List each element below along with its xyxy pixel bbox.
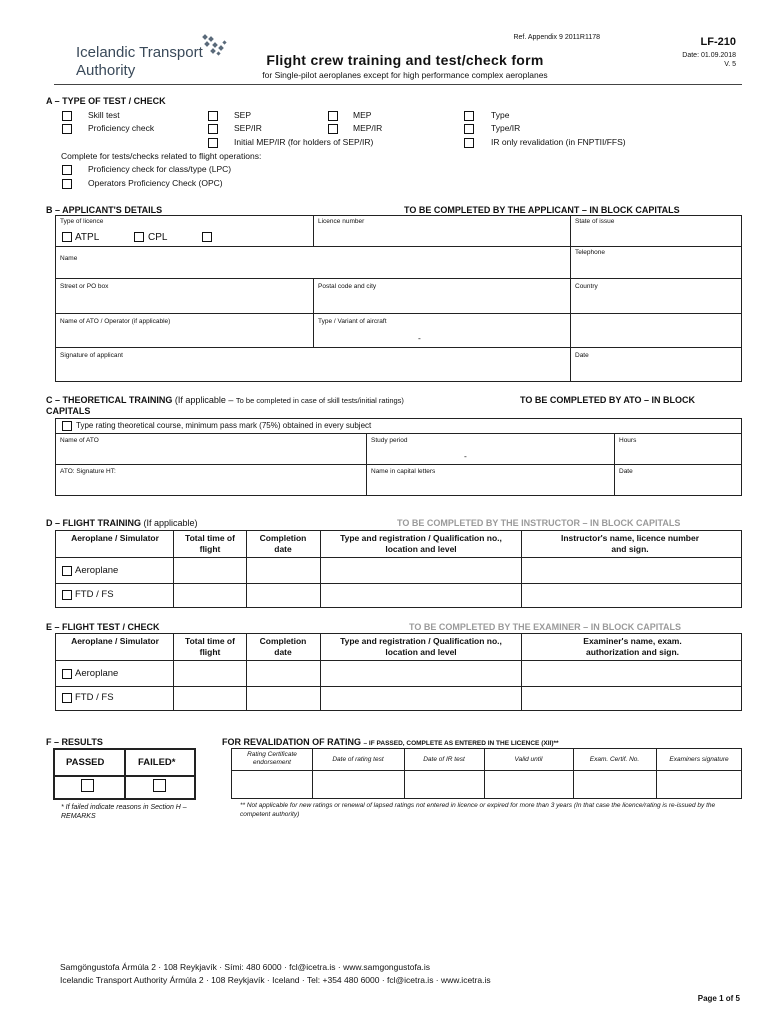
col-divider	[366, 433, 367, 496]
section-e-instruction: TO BE COMPLETED BY THE EXAMINER – IN BLOCK CAPITALS	[409, 622, 682, 632]
row-divider	[55, 464, 742, 465]
d-col-instructor: Instructor's name, licence number and sign.	[560, 533, 700, 554]
atpl-checkbox[interactable]	[62, 232, 72, 242]
col-divider	[614, 433, 615, 496]
rev-col-rating: Rating Certificate endorsement	[247, 751, 297, 766]
aircraft-type-value: -	[418, 333, 421, 343]
section-c-note: (If applicable –	[174, 395, 234, 405]
name-label: Name	[60, 255, 78, 262]
col-divider	[570, 215, 571, 382]
proficiency-check-checkbox[interactable]	[62, 124, 72, 134]
col-divider	[320, 633, 321, 711]
row-divider	[231, 770, 742, 771]
row-divider	[55, 313, 742, 314]
type-rating-checkbox[interactable]	[62, 421, 72, 431]
opc-label: Operators Proficiency Check (OPC)	[88, 178, 223, 188]
col-divider	[521, 530, 522, 608]
row-divider	[55, 246, 742, 247]
col-divider	[484, 748, 485, 799]
section-e-heading: E – FLIGHT TEST / CHECK	[46, 622, 160, 632]
col-divider	[313, 278, 314, 347]
rev-col-date-rating: Date of rating test	[332, 756, 384, 763]
rev-col-signature: Examiners signature	[669, 756, 729, 763]
postal-label: Postal code and city	[318, 283, 377, 290]
section-a-heading: A – TYPE OF TEST / CHECK	[46, 96, 166, 106]
form-date	[630, 51, 736, 69]
study-period-label: Study period	[371, 437, 408, 444]
skill-test-label: Skill test	[88, 110, 120, 120]
passed-label: PASSED	[66, 757, 105, 768]
col-divider	[312, 748, 313, 799]
street-label: Street or PO box	[60, 283, 109, 290]
col-divider	[573, 748, 574, 799]
row-divider	[55, 278, 742, 279]
row-divider	[55, 347, 742, 348]
col-divider	[173, 633, 174, 711]
d-col-type-registration: Type and registration / Qualification no., location and level	[340, 533, 502, 554]
col-divider	[521, 633, 522, 711]
failed-note: * If failed indicate reasons in Section H – REMARKS	[61, 804, 187, 820]
failed-label: FAILED*	[138, 757, 176, 768]
row-divider	[55, 660, 742, 661]
d-aeroplane-label: Aeroplane	[75, 565, 119, 576]
failed-checkbox[interactable]	[153, 779, 166, 792]
sep-checkbox[interactable]	[208, 111, 218, 121]
opc-checkbox[interactable]	[62, 179, 72, 189]
c-date-label: Date	[619, 468, 633, 475]
ato-signature-label: ATO: Signature HT:	[60, 468, 116, 475]
logo-mark-icon	[199, 34, 231, 60]
form-version: V. 5	[724, 61, 736, 68]
type-rating-label: Type rating theoretical course, minimum pass mark (75%) obtained in every subject	[76, 421, 372, 430]
col-divider	[320, 530, 321, 608]
e-col-total-time: Total time of flight	[185, 636, 235, 657]
e-aeroplane-label: Aeroplane	[75, 668, 119, 679]
section-b-instruction: TO BE COMPLETED BY THE APPLICANT – IN BLOCK CAPITALS	[404, 205, 680, 215]
telephone-label: Telephone	[575, 249, 605, 256]
e-col-type-registration: Type and registration / Qualification no., location and level	[340, 636, 502, 657]
hours-label: Hours	[619, 437, 637, 444]
ops-note: Complete for tests/checks related to flight operations:	[61, 151, 262, 161]
org-name-line1: Icelandic Transport	[76, 44, 203, 61]
e-col-aeroplane-simulator: Aeroplane / Simulator	[71, 636, 159, 646]
ref-appendix: Ref. Appendix 9 2011R1178	[513, 34, 600, 41]
d-aeroplane-checkbox[interactable]	[62, 566, 72, 576]
initial-mep-ir-checkbox[interactable]	[208, 138, 218, 148]
type-ir-label: Type/IR	[491, 123, 521, 133]
mep-checkbox[interactable]	[328, 111, 338, 121]
page-number: Page 1 of 5	[697, 994, 740, 1003]
col-divider	[656, 748, 657, 799]
e-col-completion-date: Completion date	[259, 636, 307, 657]
skill-test-checkbox[interactable]	[62, 111, 72, 121]
mep-ir-label: MEP/IR	[353, 123, 383, 133]
lpc-checkbox[interactable]	[62, 165, 72, 175]
row-divider	[55, 583, 742, 584]
section-c-instruction: TO BE COMPLETED BY ATO – IN BLOCK	[520, 395, 696, 405]
name-in-capitals-label: Name in capital letters	[371, 468, 436, 475]
page-title: Flight crew training and test/check form	[266, 52, 544, 68]
section-d-note: (If applicable)	[143, 518, 198, 528]
form-id: LF-210	[700, 36, 736, 48]
type-ir-checkbox[interactable]	[464, 124, 474, 134]
d-ftd-label: FTD / FS	[75, 589, 114, 600]
e-ftd-label: FTD / FS	[75, 692, 114, 703]
type-checkbox[interactable]	[464, 111, 474, 121]
col-divider	[173, 530, 174, 608]
revalidation-small: – IF PASSED, COMPLETE AS ENTERED IN THE LICENCE (XII)**	[363, 740, 559, 747]
row-divider	[55, 686, 742, 687]
d-col-completion-date: Completion date	[259, 533, 307, 554]
initial-mep-ir-label: Initial MEP/IR (for holders of SEP/IR)	[234, 137, 374, 147]
row-divider	[53, 775, 196, 777]
col-divider	[246, 633, 247, 711]
section-d-title: D – FLIGHT TRAINING	[46, 518, 141, 528]
date-label: Date	[575, 352, 589, 359]
section-c-small: To be completed in case of skill tests/initial ratings)	[235, 396, 404, 405]
passed-checkbox[interactable]	[81, 779, 94, 792]
state-of-issue-label: State of issue	[575, 218, 615, 225]
page-subtitle: for Single-pilot aeroplanes except for high performance complex aeroplanes	[262, 70, 548, 80]
licence-number-label: Licence number	[318, 218, 365, 225]
cpl-label: CPL	[148, 232, 168, 243]
country-label: Country	[575, 283, 598, 290]
rev-col-date-ir: Date of IR test	[423, 756, 465, 763]
revalidation-heading	[222, 737, 559, 747]
ir-revalidation-label: IR only revalidation (in FNPTII/FFS)	[491, 137, 626, 147]
footer-line-1: Samgöngustofa Ármúla 2 · 108 Reykjavík · Sími: 480 6000 · fcl@icetra.is · www.samgongustofa.is	[60, 962, 431, 972]
col-divider	[246, 530, 247, 608]
col-divider	[313, 215, 314, 246]
study-period-value: -	[464, 451, 467, 461]
e-aeroplane-checkbox[interactable]	[62, 669, 72, 679]
revalidation-title: FOR REVALIDATION OF RATING	[222, 737, 361, 747]
e-ftd-checkbox[interactable]	[62, 693, 72, 703]
proficiency-check-label: Proficiency check	[88, 123, 155, 133]
e-col-examiner: Examiner's name, exam. authorization and sign.	[583, 636, 682, 657]
col-divider	[404, 748, 405, 799]
section-c-heading	[46, 395, 404, 405]
d-ftd-checkbox[interactable]	[62, 590, 72, 600]
lpc-label: Proficiency check for class/type (LPC)	[88, 164, 232, 174]
cpl-checkbox[interactable]	[134, 232, 144, 242]
sep-label: SEP	[234, 110, 252, 120]
org-name-line2: Authority	[76, 62, 136, 79]
ato-operator-label: Name of ATO / Operator (if applicable)	[60, 318, 171, 325]
col-divider	[124, 748, 126, 800]
atpl-label: ATPL	[75, 232, 100, 243]
footer-line-2: Icelandic Transport Authority Ármúla 2 · 108 Reykjavík · Iceland · Tel: +354 480 6000 · fcl@icetra.is · www.icetra.is	[60, 975, 491, 985]
row-divider	[55, 557, 742, 558]
name-of-ato-label: Name of ATO	[60, 437, 99, 444]
sep-ir-label: SEP/IR	[234, 123, 262, 133]
header-divider	[54, 84, 742, 85]
sep-ir-checkbox[interactable]	[208, 124, 218, 134]
signature-applicant-label: Signature of applicant	[60, 352, 123, 359]
mep-ir-checkbox[interactable]	[328, 124, 338, 134]
section-f-heading: F – RESULTS	[46, 737, 103, 747]
mep-label: MEP	[353, 110, 372, 120]
section-c-title: C – THEORETICAL TRAINING	[46, 395, 173, 405]
type-label: Type	[491, 110, 510, 120]
rev-col-exam-cert: Exam. Certif. No.	[589, 756, 640, 763]
section-c-instruction-2: CAPITALS	[46, 406, 91, 416]
d-col-aeroplane-simulator: Aeroplane / Simulator	[71, 533, 159, 543]
row-divider	[55, 433, 742, 434]
revalidation-note: ** Not applicable for new ratings or renewal of lapsed ratings not entered in licence or expired for more than 3 years (In that case the licence/rating is re-issued by the competent authority)	[240, 802, 716, 818]
section-d-heading	[46, 518, 198, 528]
form-date-text: Date: 01.09.2018	[682, 52, 736, 59]
ir-revalidation-checkbox[interactable]	[464, 138, 474, 148]
section-b-heading: B – APPLICANT'S DETAILS	[46, 205, 163, 215]
d-col-total-time: Total time of flight	[185, 533, 235, 554]
rev-col-valid-until: Valid until	[514, 756, 543, 763]
section-d-instruction: TO BE COMPLETED BY THE INSTRUCTOR – IN BLOCK CAPITALS	[397, 518, 681, 528]
type-of-licence-label: Type of licence	[60, 218, 104, 225]
other-licence-checkbox[interactable]	[202, 232, 212, 242]
aircraft-type-label: Type / Variant of aircraft	[318, 318, 387, 325]
